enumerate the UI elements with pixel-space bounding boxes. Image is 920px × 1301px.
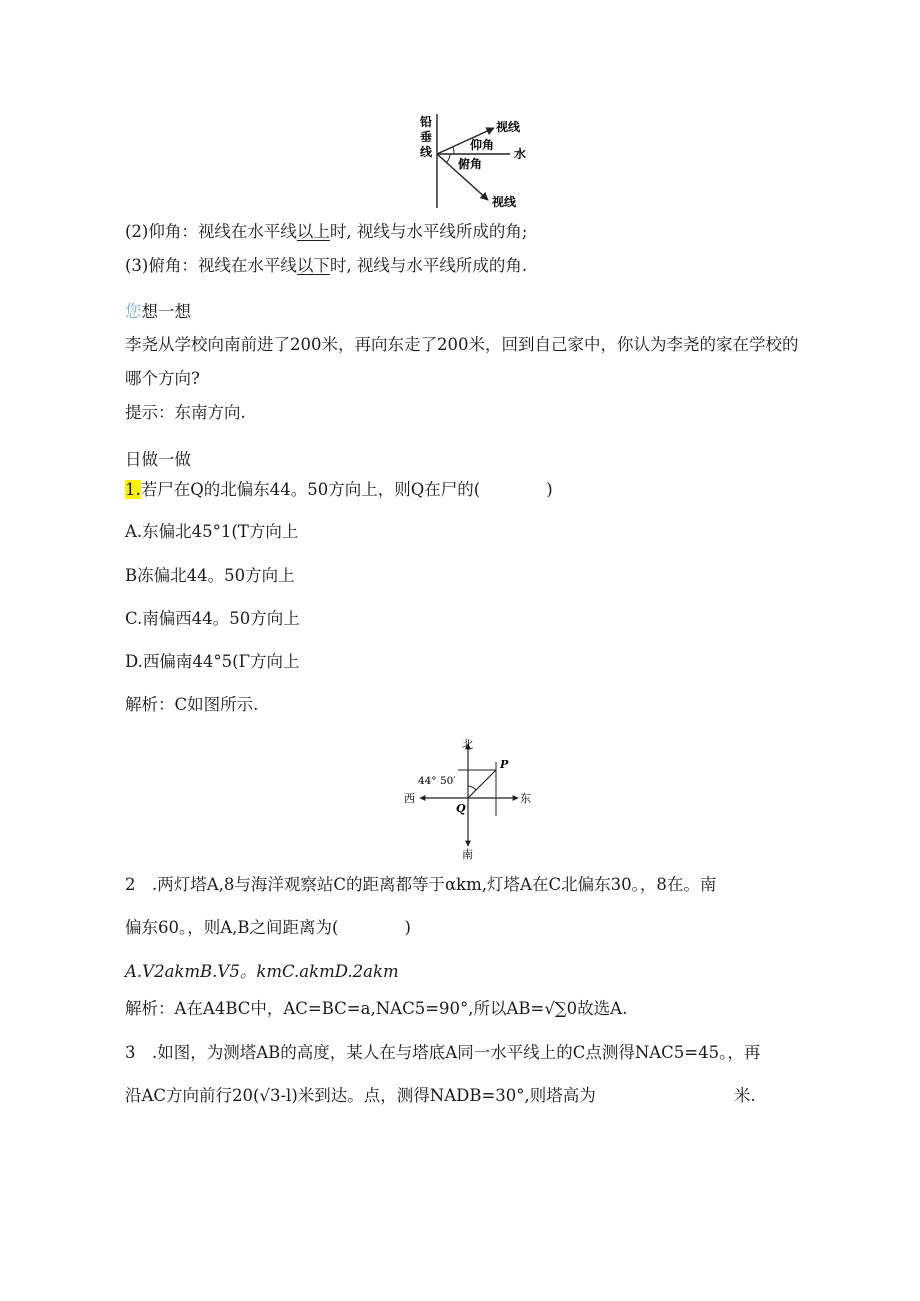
underline-above: 以上 xyxy=(296,222,330,241)
plumb-label-2: 垂 xyxy=(420,130,433,144)
plumb-label-1: 铅 xyxy=(420,115,433,129)
plumb-label-3: 线 xyxy=(420,145,433,159)
question-3-end: 米. xyxy=(734,1086,756,1105)
question-1: 1.若尸在Q的北偏东44。50方向上，则Q在尸的( ) xyxy=(125,480,553,499)
depression-arc xyxy=(446,154,450,163)
question-3-line-2: 沿AC方向前行20(√3-l)米到达。点，测得NADB=30°,则塔高为 xyxy=(125,1086,596,1105)
sight-bottom-label: 视线 xyxy=(492,195,517,209)
underline-below: 以下 xyxy=(296,256,330,275)
angle-label: 44° 50′ xyxy=(418,775,456,787)
question-3-line-1: 3 .如图，为测塔AB的高度，某人在与塔底A同一水平线上的C点测得NAC5=45。，再 xyxy=(125,1043,761,1062)
think-icon: 您 xyxy=(125,302,142,321)
compass-diagram xyxy=(396,736,536,862)
point-q-label: Q xyxy=(456,802,466,815)
option-c: C.南偏西44。50方向上 xyxy=(125,609,300,628)
question-1-number: 1. xyxy=(125,480,141,499)
solution-1: 解析：C如图所示. xyxy=(125,695,259,714)
elevation-arc xyxy=(453,147,454,154)
point-p-label: P xyxy=(500,758,509,771)
elevation-label: 仰角 xyxy=(470,138,495,152)
item-2-elevation: (2)仰角：视线在水平线以上时, 视线与水平线所成的角; xyxy=(125,222,528,241)
doit-title: 日做一做 xyxy=(125,450,191,469)
qp-segment xyxy=(468,770,496,798)
think-hint: 提示：东南方向. xyxy=(125,403,246,422)
option-b: B冻偏北44。50方向上 xyxy=(125,566,295,585)
depression-label: 俯角 xyxy=(458,157,483,171)
item-3-depression: (3)俯角：视线在水平线以下时, 视线与水平线所成的角. xyxy=(125,256,528,275)
east-label: 东 xyxy=(520,792,531,805)
question-2-line-2: 偏东60。，则A,B之间距离为( ) xyxy=(125,918,411,937)
angle-diagram xyxy=(418,112,528,212)
north-label: 北 xyxy=(462,738,473,751)
angle-arc xyxy=(468,786,476,790)
think-question-2: 哪个方向? xyxy=(125,369,200,388)
south-label: 南 xyxy=(462,848,473,861)
horizontal-label: 水 xyxy=(514,147,527,161)
option-d: D.西偏南44°5(Γ方向上 xyxy=(125,652,300,671)
think-question-1: 李尧从学校向南前进了200米，再向东走了200米，回到自己家中，你认为李尧的家在学校的 xyxy=(125,335,799,354)
west-label: 西 xyxy=(404,792,415,805)
question-2-options: A.V2akmB.V5。kmC.akmD.2akm xyxy=(125,962,399,981)
sight-top-label: 视线 xyxy=(496,120,521,134)
question-2-line-1: 2 .两灯塔A,8与海洋观察站C的距离都等于αkm,灯塔A在C北偏东30。，8在。南 xyxy=(125,875,717,894)
solution-2: 解析：A在A4BC中，AC=BC=a,NAC5=90°,所以AB=√∑0故选A. xyxy=(125,999,628,1018)
think-title: 您想一想 xyxy=(125,302,191,321)
option-a: A.东偏北45°1(T方向上 xyxy=(125,522,299,541)
